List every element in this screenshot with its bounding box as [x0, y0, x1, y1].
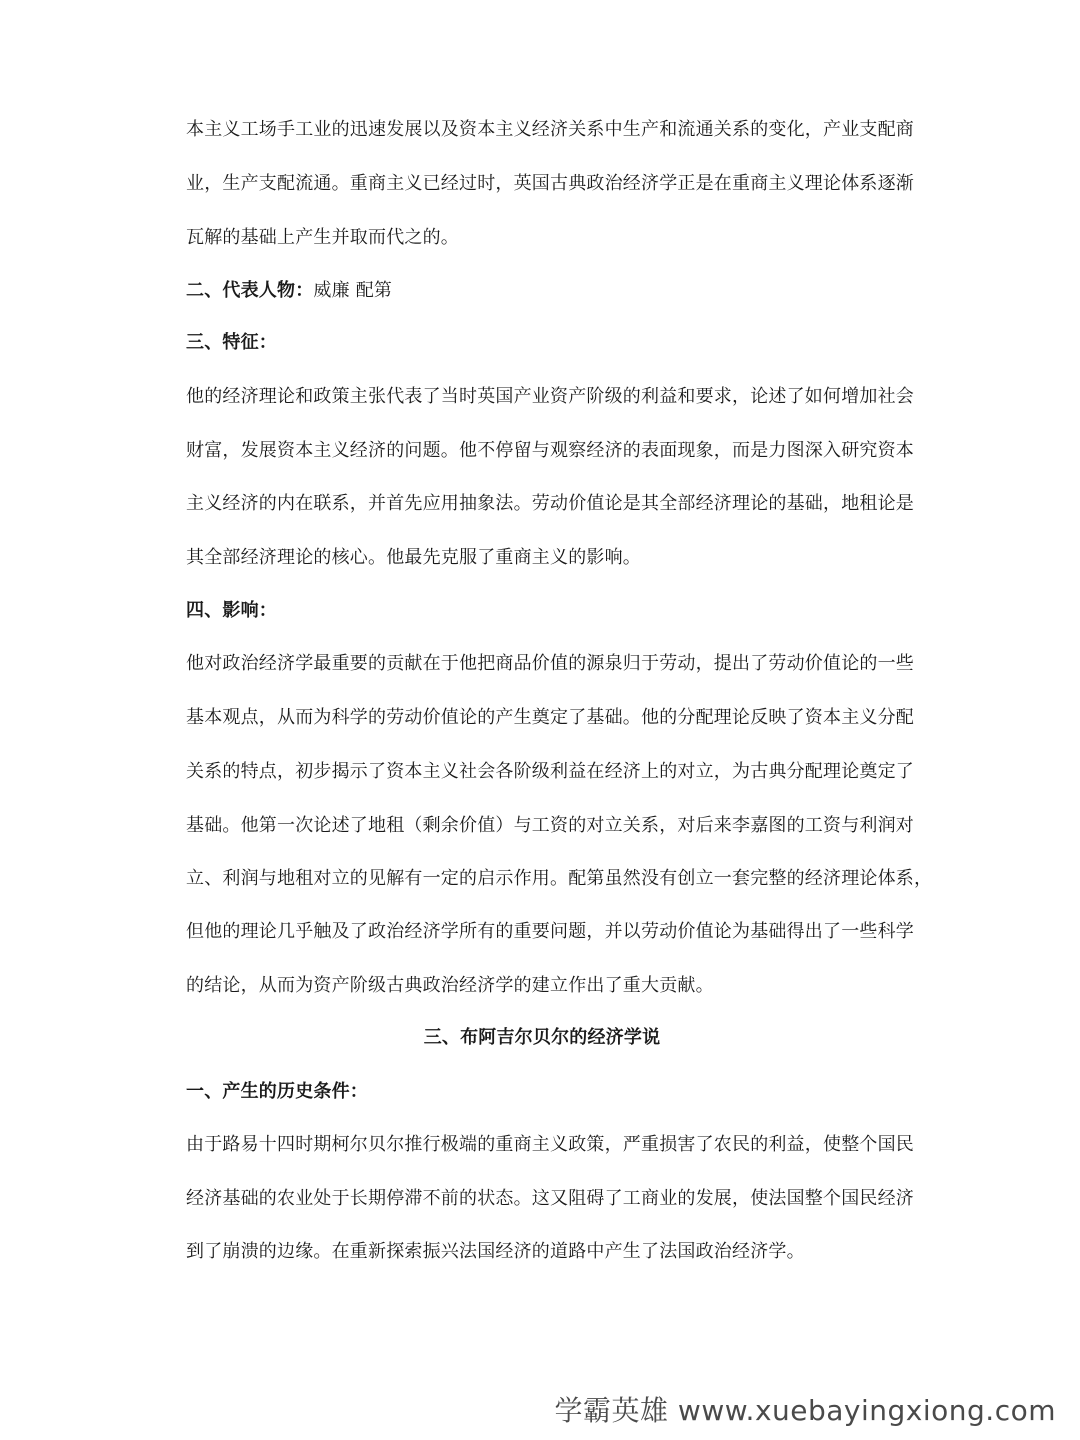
paragraph-3-line-5: 立、利润与地租对立的见解有一定的启示作用。配第虽然没有创立一套完整的经济理论体系，: [186, 868, 933, 889]
paragraph-3-line-4: 基础。他第一次论述了地租（剩余价值）与工资的对立关系，对后来李嘉图的工资与利润对: [186, 815, 914, 836]
paragraph-2-line-3: 主义经济的内在联系，并首先应用抽象法。劳动价值论是其全部经济理论的基础，地租论是: [186, 493, 914, 514]
chapter-title: 三、布阿吉尔贝尔的经济学说: [423, 1027, 661, 1048]
paragraph-3-line-7: 的结论，从而为资产阶级古典政治经济学的建立作出了重大贡献。: [186, 975, 714, 996]
site-watermark: 学霸英雄 www.xuebayingxiong.com: [554, 1394, 1056, 1427]
section-historical-conditions-heading: 一、产生的历史条件：: [186, 1081, 368, 1102]
paragraph-2-line-2: 财富，发展资本主义经济的问题。他不停留与观察经济的表面现象，而是力图深入研究资本: [186, 440, 914, 461]
paragraph-3-line-3: 关系的特点，初步揭示了资本主义社会各阶级利益在经济上的对立，为古典分配理论奠定了: [186, 761, 914, 782]
paragraph-3-line-2: 基本观点，从而为科学的劳动价值论的产生奠定了基础。他的分配理论反映了资本主义分配: [186, 707, 914, 728]
paragraph-4-line-2: 经济基础的农业处于长期停滞不前的状态。这又阻碍了工商业的发展，使法国整个国民经济: [186, 1188, 914, 1209]
paragraph-1-line-1: 本主义工场手工业的迅速发展以及资本主义经济关系中生产和流通关系的变化，产业支配商: [186, 119, 914, 140]
section-representative-heading: 二、代表人物：: [186, 280, 314, 301]
paragraph-2-line-4: 其全部经济理论的核心。他最先克服了重商主义的影响。: [186, 547, 641, 568]
paragraph-3-line-6: 但他的理论几乎触及了政治经济学所有的重要问题，并以劳动价值论为基础得出了一些科学: [186, 921, 914, 942]
section-representative-value: 威廉 配第: [313, 280, 393, 301]
paragraph-3-line-1: 他对政治经济学最重要的贡献在于他把商品价值的源泉归于劳动，提出了劳动价值论的一些: [186, 653, 914, 674]
paragraph-4-line-1: 由于路易十四时期柯尔贝尔推行极端的重商主义政策，严重损害了农民的利益，使整个国民: [186, 1134, 914, 1155]
section-representative: [186, 279, 898, 303]
paragraph-2-line-1: 他的经济理论和政策主张代表了当时英国产业资产阶级的利益和要求，论述了如何增加社会: [186, 386, 914, 407]
section-features-heading: 三、特征：: [186, 332, 277, 353]
paragraph-1-line-2: 业，生产支配流通。重商主义已经过时，英国古典政治经济学正是在重商主义理论体系逐渐: [186, 173, 914, 194]
paragraph-4-line-3: 到了崩溃的边缘。在重新探索振兴法国经济的道路中产生了法国政治经济学。: [186, 1241, 805, 1262]
paragraph-1-line-3: 瓦解的基础上产生并取而代之的。: [186, 227, 459, 248]
section-influence-heading: 四、影响：: [186, 600, 277, 621]
